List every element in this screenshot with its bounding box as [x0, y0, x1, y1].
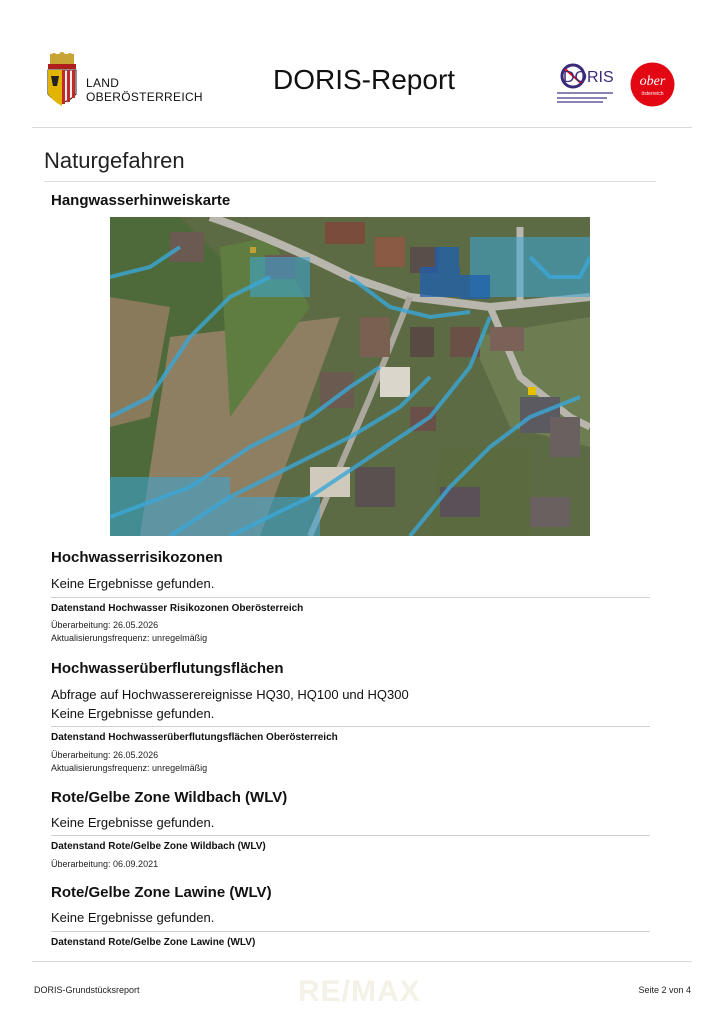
block-divider — [51, 835, 650, 836]
block-meta-line: Aktualisierungsfrequenz: unregelmäßig — [51, 633, 208, 643]
block-result-text: Keine Ergebnisse gefunden. — [51, 910, 215, 925]
doris-logo-text: DORIS — [563, 69, 614, 86]
block-meta-line: Überarbeitung: 26.05.2026 — [51, 750, 159, 760]
block-meta-line: Aktualisierungsfrequenz: unregelmäßig — [51, 763, 208, 773]
section-title: Naturgefahren — [44, 148, 185, 173]
footer-divider — [32, 961, 692, 962]
block-heading-wildbach: Rote/Gelbe Zone Wildbach (WLV) — [51, 789, 288, 806]
land-logo-line2: OBERÖSTERREICH — [86, 90, 203, 104]
block-meta-title: Datenstand Rote/Gelbe Zone Lawine (WLV) — [51, 937, 256, 948]
block-meta-line: Überarbeitung: 26.05.2026 — [51, 620, 159, 630]
doris-logo-icon — [553, 62, 623, 104]
block-result-text: Keine Ergebnisse gefunden. — [51, 576, 215, 591]
block-query-text: Abfrage auf Hochwasserereignisse HQ30, HQ100 und HQ300 — [51, 687, 409, 702]
land-logo-line1: LAND — [86, 76, 120, 90]
footer-report-name: DORIS-Grundstücksreport — [34, 985, 140, 995]
hazard-map-image — [110, 217, 590, 536]
map-heading: Hangwasserhinweiskarte — [51, 192, 231, 209]
oberoesterreich-logo-icon — [630, 62, 675, 107]
block-divider — [51, 931, 650, 932]
report-header — [0, 0, 724, 128]
block-meta-title: Datenstand Hochwasser Risikozonen Oberösterreich — [51, 603, 304, 614]
block-meta-title: Datenstand Hochwasserüberflutungsflächen Oberösterreich — [51, 732, 338, 743]
block-meta-line: Überarbeitung: 06.09.2021 — [51, 859, 159, 869]
land-logo-text — [86, 76, 203, 104]
coat-of-arms-icon — [44, 52, 80, 112]
block-heading-lawine: Rote/Gelbe Zone Lawine (WLV) — [51, 884, 272, 901]
footer-page-number: Seite 2 von 4 — [638, 985, 691, 995]
block-divider — [51, 597, 650, 598]
land-ooe-logo — [44, 52, 214, 114]
ober-logo-subtext: österreich — [641, 91, 664, 97]
block-divider — [51, 726, 650, 727]
block-result-text: Keine Ergebnisse gefunden. — [51, 706, 215, 721]
block-heading-hochwasserueberflutungsflaechen: Hochwasserüberflutungsflächen — [51, 660, 284, 677]
block-meta-title: Datenstand Rote/Gelbe Zone Wildbach (WLV) — [51, 841, 266, 852]
remax-watermark: RE/MAX — [298, 975, 421, 1008]
block-result-text: Keine Ergebnisse gefunden. — [51, 815, 215, 830]
aerial-map-graphic — [110, 217, 590, 536]
block-heading-hochwasserrisikozonen: Hochwasserrisikozonen — [51, 549, 223, 566]
header-divider — [32, 127, 692, 128]
ober-logo-text: ober — [639, 74, 666, 89]
report-title: DORIS-Report — [273, 64, 456, 95]
section-divider — [44, 181, 656, 182]
